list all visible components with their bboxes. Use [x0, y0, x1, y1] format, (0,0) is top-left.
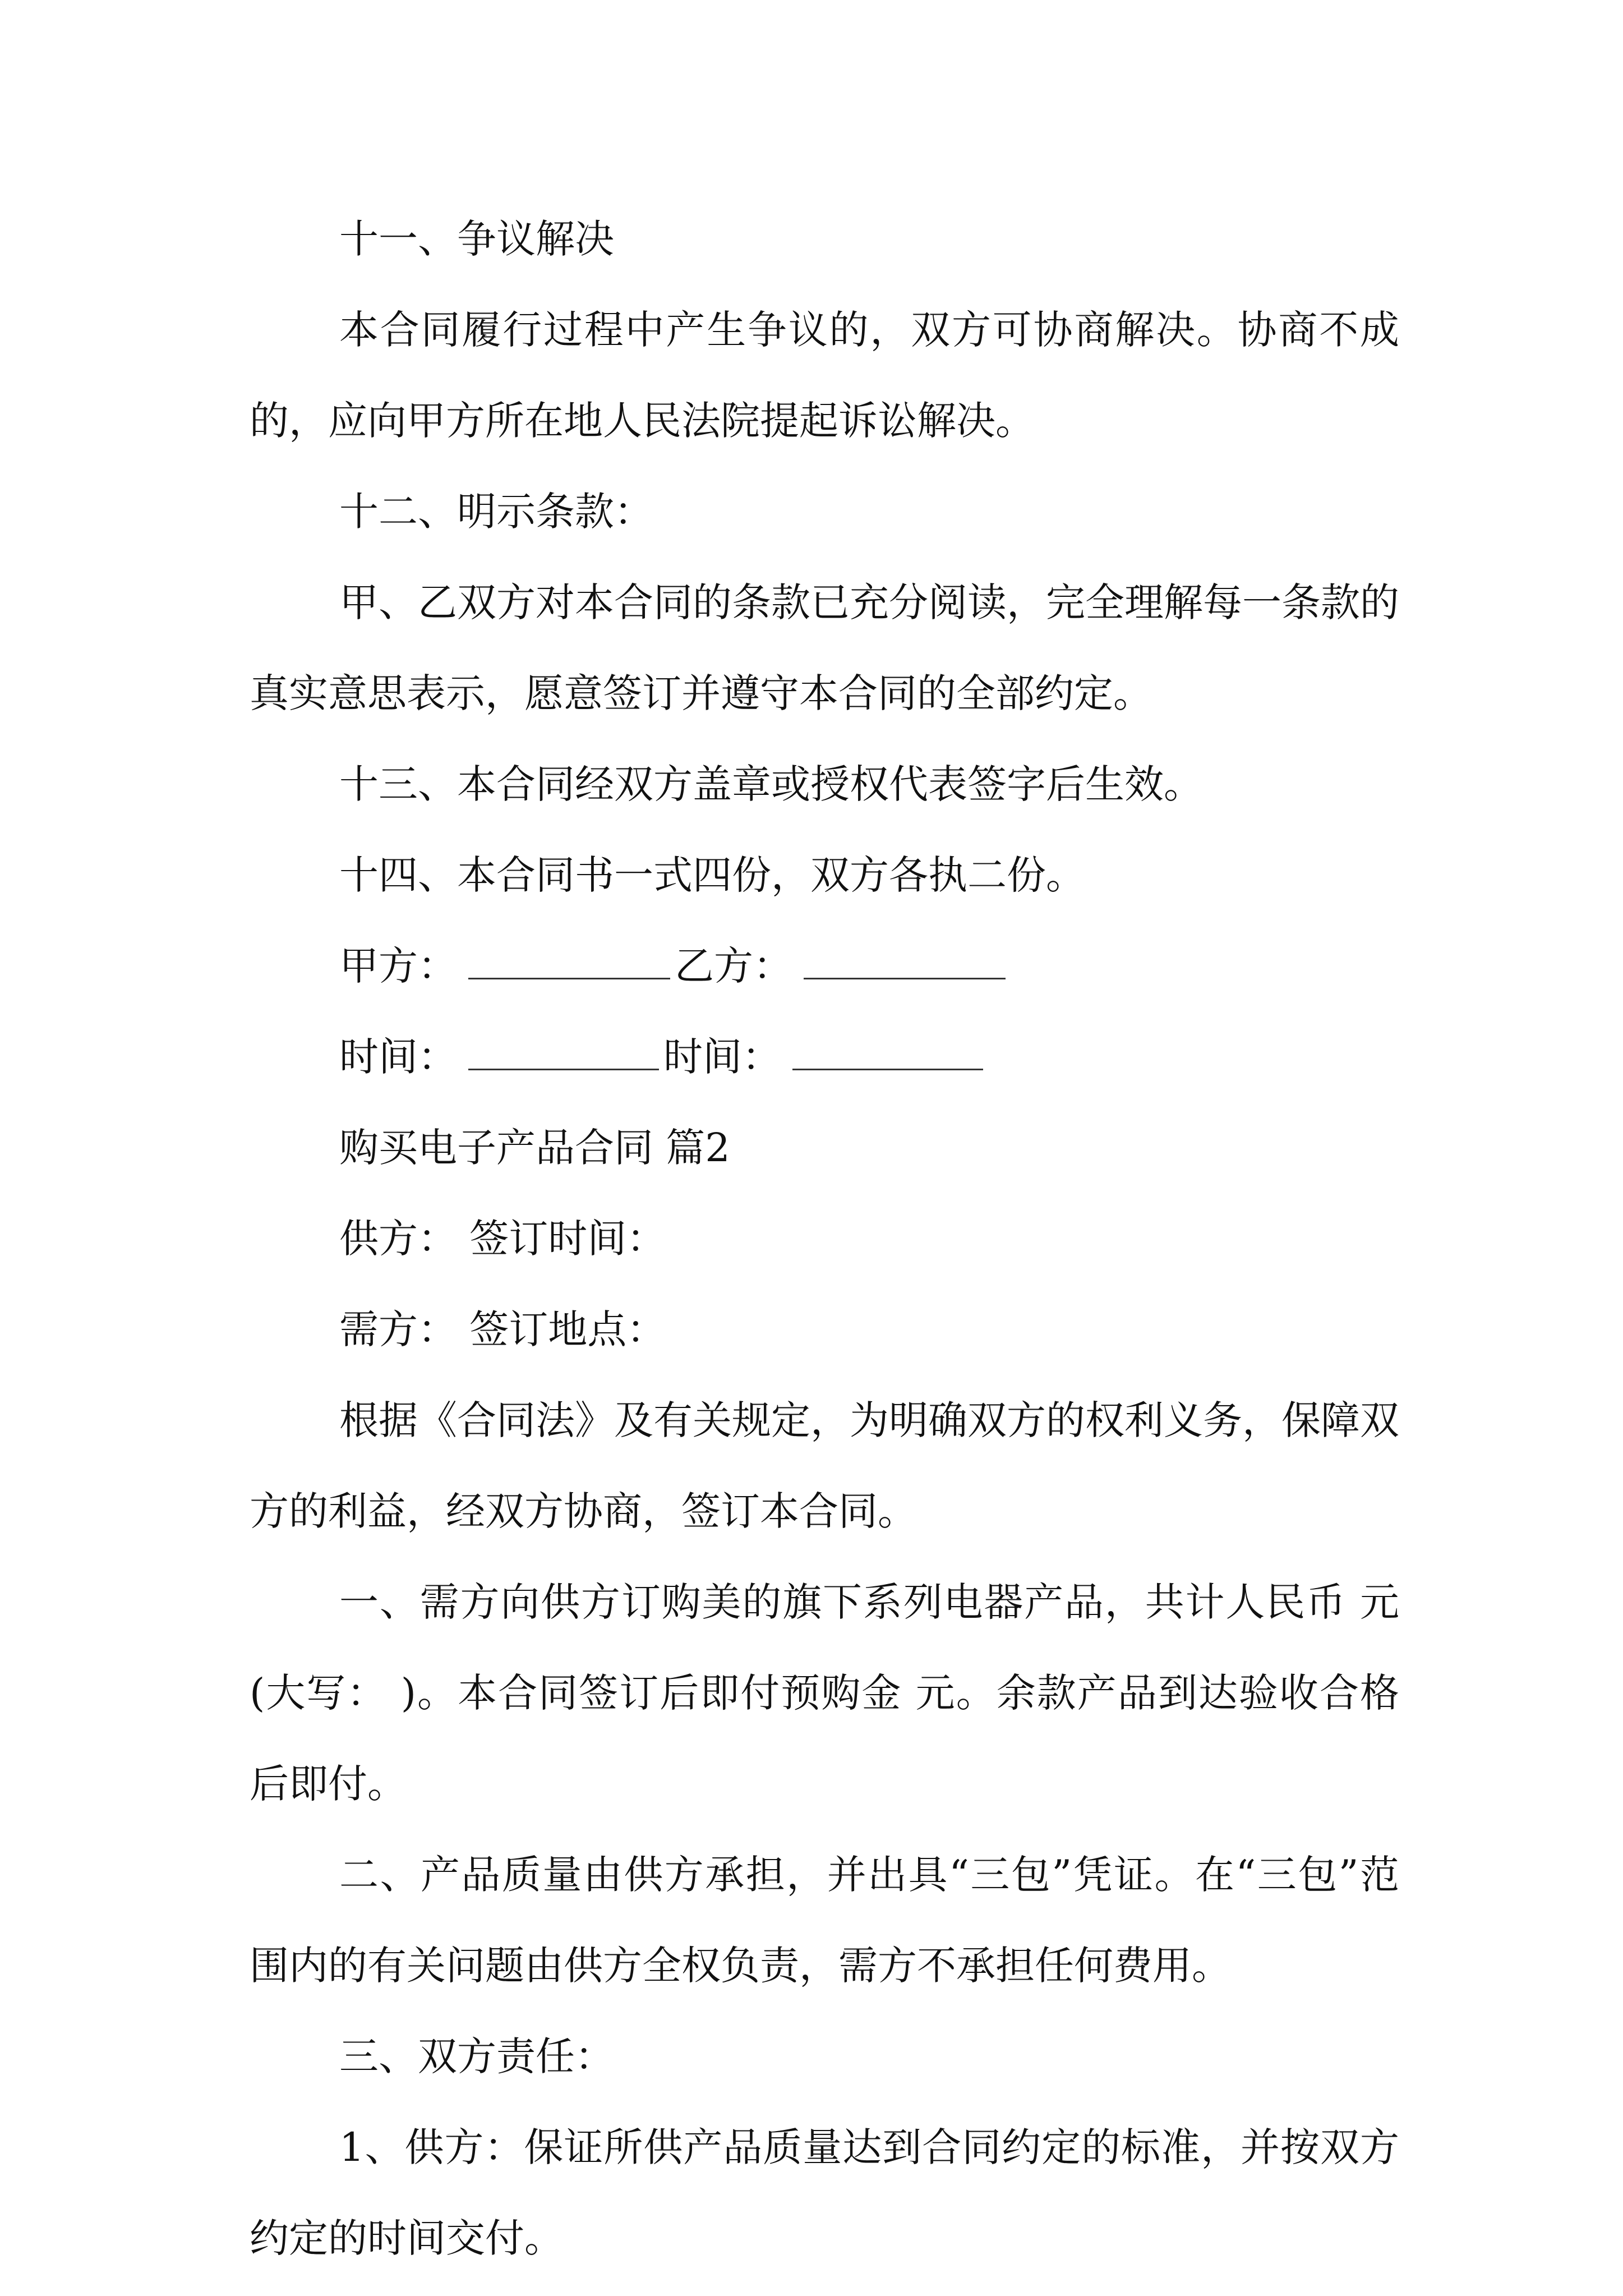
section-heading-dispute: 十一、争议解决 [339, 216, 614, 262]
section-title-contract-2: 购买电子产品合同 篇2 [339, 1125, 730, 1171]
paragraph-order: 一、需方向供方订购美的旗下系列电器产品，共计人民币 元(大写： )。本合同签订后即付预购金 元。余款产品到达验收合格后即付。 [250, 1579, 1399, 1807]
paragraph-dispute: 本合同履行过程中产生争议的，双方可协商解决。协商不成的，应向甲方所在地人民法院提起诉讼解决。 [250, 307, 1399, 444]
signature-party-line [250, 921, 1399, 1011]
paragraph-supplier-duty: 1、供方：保证所供产品质量达到合同约定的标准，并按双方约定的时间交付。 [250, 2124, 1399, 2261]
party-a-label: 甲方： [339, 943, 457, 989]
signature-time-line [250, 1011, 1399, 1102]
paragraph-effective: 十三、本合同经双方盖章或授权代表签字后生效。 [339, 761, 1203, 807]
time-a-blank [468, 1068, 659, 1070]
section-heading-responsibilities: 三、双方责任： [339, 2033, 614, 2079]
buyer-line: 需方： 签订地点： [339, 1306, 666, 1352]
document-body [250, 194, 1399, 2284]
party-a-blank [468, 977, 670, 979]
paragraph-quality: 二、产品质量由供方承担，并出具“三包”凭证。在“三包”范围内的有关问题由供方全权负责，需方不承担任何费用。 [250, 1852, 1399, 1989]
paragraph-explicit-terms: 甲、乙双方对本合同的条款已充分阅读，完全理解每一条款的真实意思表示，愿意签订并遵守本合同的全部约定。 [250, 579, 1399, 716]
supplier-line: 供方： 签订时间： [339, 1216, 666, 1262]
time-b-label: 时间： [663, 1034, 781, 1080]
paragraph-basis: 根据《合同法》及有关规定，为明确双方的权利义务，保障双方的利益，经双方协商，签订本合同。 [250, 1397, 1399, 1534]
section-heading-explicit-terms: 十二、明示条款： [339, 489, 653, 535]
paragraph-copies: 十四、本合同书一式四份，双方各执二份。 [339, 852, 1085, 898]
time-a-label: 时间： [339, 1034, 457, 1080]
party-b-label: 乙方： [675, 943, 792, 989]
time-b-blank [792, 1068, 983, 1070]
party-b-blank [804, 977, 1006, 979]
